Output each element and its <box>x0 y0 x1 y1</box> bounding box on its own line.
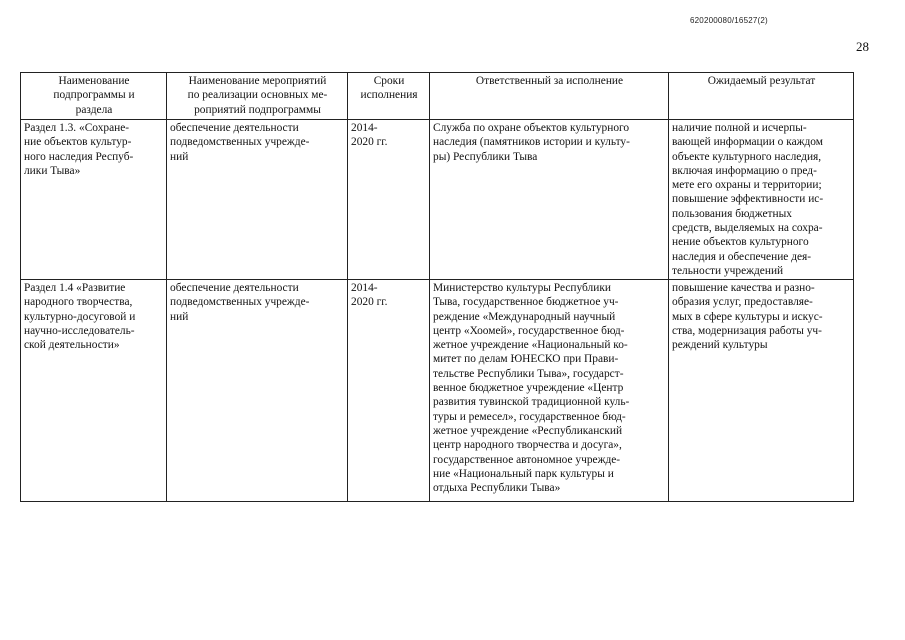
header-subprogram <box>21 73 167 120</box>
text-line: реждений культуры <box>672 339 768 352</box>
text-line: ние «Национальный парк культуры и <box>433 467 614 480</box>
text-line: Тыва, государственное бюджетное уч- <box>433 296 619 309</box>
text-line: митет по делам ЮНЕСКО при Прави- <box>433 353 619 366</box>
text-line: исполнения <box>360 89 418 102</box>
text-line: обеспечение деятельности <box>170 282 299 294</box>
cell-expected-result <box>669 280 854 502</box>
text-line: подпрограммы и <box>53 89 135 102</box>
text-line: ства, модернизация работы уч- <box>672 324 822 337</box>
table-header-row <box>21 73 854 120</box>
text-line: повышение эффективности ис- <box>672 193 824 206</box>
document-code: 620200080/16527(2) <box>690 16 768 25</box>
text-line: центр «Хоомей», государственное бюд- <box>433 324 625 337</box>
table-row <box>21 280 854 502</box>
text-line: туры и ремесел», государственное бюд- <box>433 410 626 423</box>
text-line: 2020 гг. <box>351 136 388 149</box>
text-line: Министерство культуры Республики <box>433 282 611 294</box>
cell-subprogram <box>21 280 167 502</box>
text-line: вающей информации о каждом <box>672 136 823 149</box>
cell-expected-result <box>669 120 854 280</box>
text-line: ние объектов культур- <box>24 136 132 149</box>
text-line: обеспечение деятельности <box>170 122 299 134</box>
text-line: Раздел 1.3. «Сохране- <box>24 122 130 134</box>
text-line: ного наследия Респуб- <box>24 150 134 163</box>
text-line: образия услуг, предоставляе- <box>672 296 813 309</box>
text-line: объекте культурного наследия, <box>672 150 822 163</box>
text-line: пользования бюджетных <box>672 207 792 220</box>
text-line: Наименование мероприятий <box>188 75 327 87</box>
cell-responsible <box>430 120 669 280</box>
text-line: Наименование <box>58 75 130 87</box>
text-line: Сроки <box>373 75 405 87</box>
text-line: мете его охраны и территории; <box>672 179 822 192</box>
text-line: Ожидаемый результат <box>707 75 816 87</box>
text-line: научно-исследователь- <box>24 324 135 337</box>
text-line: развития тувинской традиционной куль- <box>433 396 630 409</box>
text-line: ний <box>170 150 189 163</box>
text-line: Раздел 1.4 «Развитие <box>24 282 126 294</box>
text-line: реждение «Международный научный <box>433 310 616 323</box>
text-line: жетное учреждение «Национальный ко- <box>433 339 628 352</box>
text-line: Ответственный за исполнение <box>475 75 624 87</box>
text-line: ры) Республики Тыва <box>433 150 538 163</box>
cell-deadlines <box>348 280 430 502</box>
text-line: раздела <box>75 103 113 116</box>
header-responsible <box>430 73 669 120</box>
text-line: наличие полной и исчерпы- <box>672 122 807 134</box>
text-line: нение объектов культурного <box>672 236 809 249</box>
text-line: отдыха Республики Тыва» <box>433 482 561 495</box>
cell-responsible <box>430 280 669 502</box>
text-line: центр народного творчества и досуга», <box>433 439 622 452</box>
text-line: ской деятельности» <box>24 339 120 352</box>
text-line: включая информацию о пред- <box>672 164 817 177</box>
text-line: венное бюджетное учреждение «Центр <box>433 382 624 395</box>
text-line: государственное автономное учрежде- <box>433 453 621 466</box>
text-line: ний <box>170 310 189 323</box>
header-activities <box>167 73 348 120</box>
cell-subprogram <box>21 120 167 280</box>
page-number: 28 <box>856 39 869 54</box>
text-line: 2014- <box>351 122 378 134</box>
text-line: наследия (памятников истории и культу- <box>433 136 630 149</box>
text-line: 2020 гг. <box>351 296 388 309</box>
text-line: культурно-досуговой и <box>24 310 136 323</box>
text-line: жетное учреждение «Республиканский <box>433 424 623 437</box>
text-line: подведомственных учрежде- <box>170 136 310 149</box>
header-expected-result <box>669 73 854 120</box>
table-row <box>21 120 854 280</box>
text-line: народного творчества, <box>24 296 133 309</box>
cell-activities <box>167 280 348 502</box>
cell-activities <box>167 120 348 280</box>
text-line: роприятий подпрограммы <box>194 103 321 116</box>
header-deadlines <box>348 73 430 120</box>
text-line: мых в сфере культуры и искус- <box>672 310 823 323</box>
text-line: повышение качества и разно- <box>672 282 815 294</box>
text-line: тельности учреждений <box>672 264 784 277</box>
text-line: средств, выделяемых на сохра- <box>672 222 823 235</box>
text-line: наследия и обеспечение дея- <box>672 250 812 263</box>
cell-deadlines <box>348 120 430 280</box>
text-line: лики Тыва» <box>24 164 81 177</box>
program-table <box>20 72 854 502</box>
text-line: по реализации основных ме- <box>187 89 328 102</box>
text-line: Служба по охране объектов культурного <box>433 122 630 134</box>
text-line: тельстве Республики Тыва», государст- <box>433 367 624 380</box>
text-line: 2014- <box>351 282 378 294</box>
text-line: подведомственных учрежде- <box>170 296 310 309</box>
